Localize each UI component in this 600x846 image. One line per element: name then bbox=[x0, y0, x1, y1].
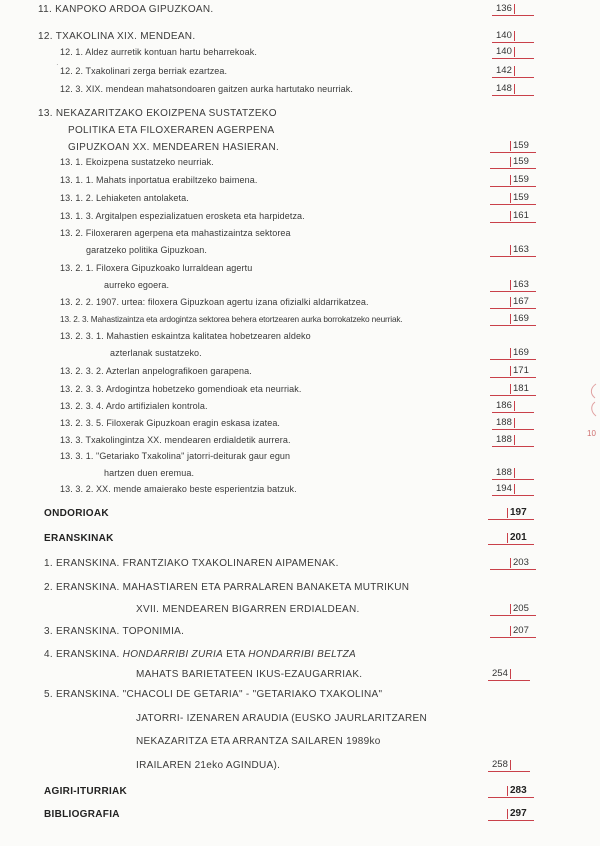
toc-entry-text: 4. ERANSKINA. HONDARRIBI ZURIA ETA HONDARRIBI BELTZA bbox=[44, 649, 356, 660]
page-rule-bar bbox=[510, 348, 511, 358]
page-rule-line bbox=[490, 325, 536, 326]
page-rule-line bbox=[492, 95, 534, 96]
toc-entry-text: BIBLIOGRAFIA bbox=[44, 809, 120, 820]
page-rule-bar bbox=[510, 760, 511, 770]
page-number: 188 bbox=[496, 417, 512, 428]
page-rule-bar bbox=[510, 314, 511, 324]
page-number: 201 bbox=[510, 532, 527, 543]
page-rule-line bbox=[490, 186, 536, 187]
toc-entry-text: 2. ERANSKINA. MAHASTIAREN ETA PARRALAREN BANAKETA MUTRIKUN bbox=[44, 582, 410, 593]
toc-entry-text: garatzeko politika Gipuzkoan. bbox=[86, 244, 207, 255]
page-rule-line bbox=[490, 204, 536, 205]
toc-entry-text: ERANSKINAK bbox=[44, 533, 114, 544]
page-rule-line bbox=[488, 680, 530, 681]
page-rule-line bbox=[488, 820, 534, 821]
page-rule-bar bbox=[510, 141, 511, 151]
page-number: 161 bbox=[513, 210, 529, 221]
page-number: 159 bbox=[513, 192, 529, 203]
page-number: 159 bbox=[513, 156, 529, 167]
page-rule-line bbox=[490, 308, 536, 309]
page-rule-line bbox=[488, 544, 534, 545]
page-rule-line bbox=[488, 519, 534, 520]
page-rule-line bbox=[490, 359, 536, 360]
page-rule-line bbox=[492, 446, 534, 447]
toc-entry-text: 13. 2. 1. Filoxera Gipuzkoako lurraldean agertu bbox=[60, 263, 253, 273]
margin-flourish bbox=[588, 380, 598, 420]
page-number: 140 bbox=[496, 30, 512, 41]
page-number: 169 bbox=[513, 313, 529, 324]
page-rule-line bbox=[490, 152, 536, 153]
page-rule-line bbox=[490, 395, 536, 396]
page-number: 186 bbox=[496, 400, 512, 411]
toc-entry-text: 11. KANPOKO ARDOA GIPUZKOAN. bbox=[38, 4, 214, 15]
toc-entry-text: NEKAZARITZA ETA ARRANTZA SAILAREN 1989ko bbox=[136, 736, 381, 747]
page-rule-bar bbox=[510, 626, 511, 636]
toc-entry-text: ONDORIOAK bbox=[44, 508, 109, 519]
toc-entry-text: 13. 1. Ekoizpena sustatzeko neurriak. bbox=[60, 157, 214, 167]
page-number: 203 bbox=[513, 557, 529, 568]
page-rule-line bbox=[492, 42, 534, 43]
page-number: 163 bbox=[513, 243, 529, 255]
page-rule-bar bbox=[507, 533, 508, 543]
toc-entry-text: AGIRI-ITURRIAK bbox=[44, 786, 128, 797]
toc-entry-text: 13. 2. 2. 1907. urtea: filoxera Gipuzkoan agertu izana ofizialki aldarrikatzea. bbox=[60, 297, 369, 307]
page-rule-bar bbox=[514, 401, 515, 411]
toc-entry-text: 12. 2. Txakolinari zerga berriak ezartzea. bbox=[60, 66, 228, 76]
page-rule-line bbox=[490, 637, 536, 638]
stray-mark: · bbox=[56, 60, 59, 69]
page-number: 297 bbox=[510, 808, 527, 819]
page-rule-bar bbox=[510, 193, 511, 203]
toc-entry-text: POLITIKA ETA FILOXERAREN AGERPENA bbox=[68, 125, 275, 136]
page-rule-line bbox=[490, 291, 536, 292]
page-number: 159 bbox=[513, 174, 529, 185]
toc-entry-text: 12. 3. XIX. mendean mahatsondoaren gaitzen aurka hartutako neurriak. bbox=[60, 84, 353, 94]
page-number: 169 bbox=[513, 346, 529, 358]
page-rule-line bbox=[490, 569, 536, 570]
page-rule-bar bbox=[510, 245, 511, 255]
page-rule-bar bbox=[510, 558, 511, 568]
page-number: 142 bbox=[496, 65, 512, 76]
toc-entry-text: azterlanak sustatzeko. bbox=[110, 347, 202, 358]
page-number: 148 bbox=[496, 83, 512, 94]
page-rule-bar bbox=[510, 366, 511, 376]
page-rule-bar bbox=[514, 31, 515, 41]
page-number: 197 bbox=[510, 507, 527, 518]
page-number: 188 bbox=[496, 466, 512, 478]
page-rule-line bbox=[488, 797, 534, 798]
toc-entry-text: 13. 1. 3. Argitalpen espezializatuen erosketa eta harpidetza. bbox=[60, 211, 305, 221]
page-number: 167 bbox=[513, 296, 529, 307]
page-rule-line bbox=[492, 412, 534, 413]
page-rule-line bbox=[490, 168, 536, 169]
toc-entry-text: 13. 3. Txakolingintza XX. mendearen erdialdetik aurrera. bbox=[60, 435, 291, 445]
toc-entry-text: 13. 2. 3. Mahastizaintza eta ardogintza sektorea behera etortzearen aurka borrokatzeko neurriak. bbox=[60, 314, 403, 324]
margin-page-mark: 10 bbox=[587, 429, 596, 438]
page-rule-bar bbox=[510, 157, 511, 167]
toc-entry-text: 5. ERANSKINA. "CHACOLI DE GETARIA" - "GETARIAKO TXAKOLINA" bbox=[44, 689, 383, 700]
toc-entry-text: XVII. MENDEAREN BIGARREN ERDIALDEAN. bbox=[136, 604, 360, 615]
toc-entry-text: 13. 1. 1. Mahats inportatua erabiltzeko baimena. bbox=[60, 175, 258, 185]
page-rule-line bbox=[492, 58, 534, 59]
page-rule-bar bbox=[510, 604, 511, 614]
page-rule-line bbox=[490, 256, 536, 257]
page-rule-line bbox=[490, 615, 536, 616]
page-rule-bar bbox=[510, 175, 511, 185]
page-rule-line bbox=[488, 771, 530, 772]
page-rule-bar bbox=[514, 4, 515, 14]
page-number: 207 bbox=[513, 625, 529, 636]
toc-entry-text: 13. 2. 3. 2. Azterlan anpelografikoen garapena. bbox=[60, 366, 252, 376]
toc-entry-text: 12. TXAKOLINA XIX. MENDEAN. bbox=[38, 31, 196, 42]
page-rule-bar bbox=[507, 508, 508, 518]
page-rule-bar bbox=[514, 435, 515, 445]
toc-entry-text: 13. 2. 3. 3. Ardogintza hobetzeko gomendioak eta neurriak. bbox=[60, 384, 302, 394]
toc-entry-text: 13. 2. 3. 5. Filoxerak Gipuzkoan eragin eskasa izatea. bbox=[60, 418, 281, 428]
toc-entry-text: 13. 2. 3. 4. Ardo artifizialen kontrola. bbox=[60, 401, 208, 411]
page-rule-bar bbox=[510, 384, 511, 394]
page-rule-bar bbox=[514, 418, 515, 428]
page-rule-bar bbox=[514, 468, 515, 478]
page-number: 159 bbox=[513, 140, 529, 151]
page-rule-line bbox=[492, 429, 534, 430]
page-number: 171 bbox=[513, 365, 529, 376]
page-rule-bar bbox=[510, 297, 511, 307]
toc-entry-text: hartzen duen eremua. bbox=[104, 467, 195, 478]
page-number: 181 bbox=[513, 383, 529, 394]
page-rule-line bbox=[490, 377, 536, 378]
page-rule-bar bbox=[514, 84, 515, 94]
toc-entry-text: 13. 3. 2. XX. mende amaierako beste esperientzia batzuk. bbox=[60, 484, 297, 494]
page-rule-bar bbox=[514, 484, 515, 494]
page-number: 254 bbox=[492, 668, 508, 679]
page-rule-line bbox=[492, 479, 534, 480]
toc-entry-text: 13. 2. Filoxeraren agerpena eta mahastizaintza sektorea bbox=[60, 228, 291, 238]
toc-entry-text: 13. 3. 1. "Getariako Txakolina" jatorri-deiturak gaur egun bbox=[60, 451, 291, 461]
page-number: 140 bbox=[496, 46, 512, 57]
toc-entry-text: MAHATS BARIETATEEN IKUS-EZAUGARRIAK. bbox=[136, 669, 363, 680]
toc-entry-text: 3. ERANSKINA. TOPONIMIA. bbox=[44, 626, 185, 637]
toc-entry-text: 13. 1. 2. Lehiaketen antolaketa. bbox=[60, 193, 189, 203]
page-rule-bar bbox=[507, 809, 508, 819]
toc-entry-text: JATORRI- IZENAREN ARAUDIA (EUSKO JAURLARITZAREN bbox=[136, 712, 427, 724]
page-rule-bar bbox=[507, 786, 508, 796]
page-number: 283 bbox=[510, 785, 527, 796]
toc-entry-text: 13. 2. 3. 1. Mahastien eskaintza kalitatea hobetzearen aldeko bbox=[60, 331, 311, 341]
page-rule-bar bbox=[510, 280, 511, 290]
page-rule-bar bbox=[510, 211, 511, 221]
page-number: 205 bbox=[513, 603, 529, 614]
page-rule-line bbox=[492, 15, 534, 16]
page-number: 258 bbox=[492, 758, 508, 770]
toc-entry-text: IRAILAREN 21eko AGINDUA). bbox=[136, 759, 281, 771]
toc-entry-text: 12. 1. Aldez aurretik kontuan hartu beharrekoak. bbox=[60, 47, 257, 57]
page-rule-line bbox=[490, 222, 536, 223]
page-rule-line bbox=[492, 77, 534, 78]
page-number: 136 bbox=[496, 3, 512, 14]
page-number: 188 bbox=[496, 434, 512, 445]
page-rule-bar bbox=[510, 669, 511, 679]
page-rule-line bbox=[492, 495, 534, 496]
page-number: 163 bbox=[513, 278, 529, 290]
page-number: 194 bbox=[496, 483, 512, 494]
toc-entry-text: 1. ERANSKINA. FRANTZIAKO TXAKOLINAREN AIPAMENAK. bbox=[44, 558, 339, 569]
page-rule-bar bbox=[514, 47, 515, 57]
toc-entry-text: aurreko egoera. bbox=[104, 279, 170, 290]
toc-entry-text: GIPUZKOAN XX. MENDEAREN HASIERAN. bbox=[68, 142, 280, 153]
toc-entry-text: 13. NEKAZARITZAKO EKOIZPENA SUSTATZEKO bbox=[38, 108, 277, 119]
page-rule-bar bbox=[514, 66, 515, 76]
